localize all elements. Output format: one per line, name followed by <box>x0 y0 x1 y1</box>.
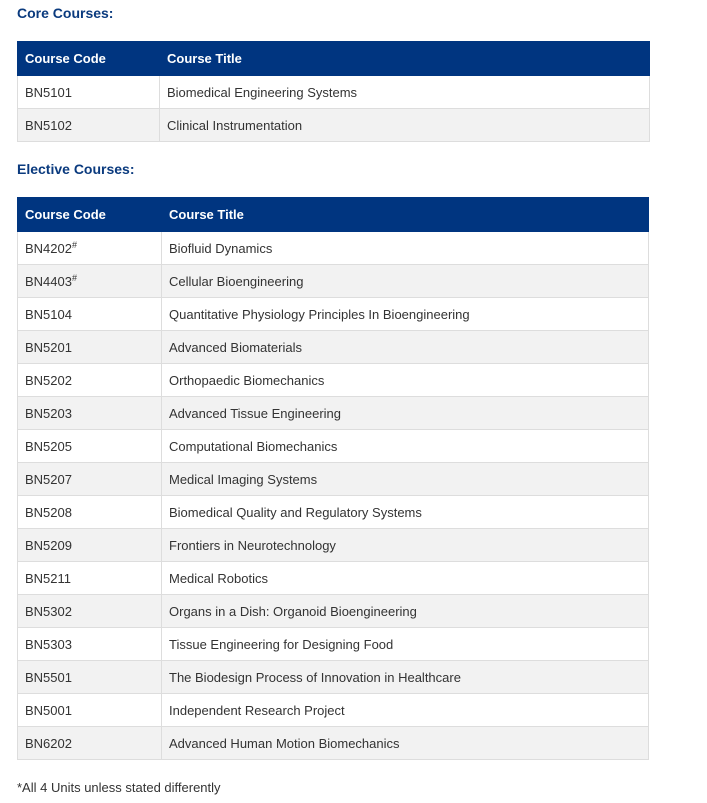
table-row <box>18 430 649 463</box>
course-code: BN5202 <box>25 372 72 388</box>
table-row <box>18 562 649 595</box>
course-code: BN5208 <box>25 504 72 520</box>
course-title: Tissue Engineering for Designing Food <box>162 628 649 661</box>
course-title: Biomedical Quality and Regulatory Systems <box>162 496 649 529</box>
table-row <box>18 496 649 529</box>
course-code-cell <box>18 661 162 694</box>
course-code: BN5207 <box>25 471 72 487</box>
course-title: Advanced Tissue Engineering <box>162 397 649 430</box>
table-row <box>18 298 649 331</box>
units-footnote: *All 4 Units unless stated differently <box>17 780 221 795</box>
course-title: The Biodesign Process of Innovation in Healthcare <box>162 661 649 694</box>
course-code: BN5303 <box>25 636 72 652</box>
core-courses-heading: Core Courses: <box>17 5 114 21</box>
elective-courses-heading: Elective Courses: <box>17 161 135 177</box>
elective-courses-table <box>17 197 649 760</box>
course-code-cell <box>18 694 162 727</box>
table-row <box>18 364 649 397</box>
course-title: Computational Biomechanics <box>162 430 649 463</box>
table-header-row <box>18 42 650 76</box>
table-row <box>18 529 649 562</box>
table-row <box>18 463 649 496</box>
course-code-cell <box>18 331 162 364</box>
course-code-cell <box>18 496 162 529</box>
course-code: BN5101 <box>25 84 72 100</box>
table-row <box>18 661 649 694</box>
course-code: BN5102 <box>25 117 72 133</box>
course-code-cell <box>18 595 162 628</box>
course-code: BN5203 <box>25 405 72 421</box>
course-code: BN4202 <box>25 240 72 256</box>
course-title: Orthopaedic Biomechanics <box>162 364 649 397</box>
course-code: BN5001 <box>25 702 72 718</box>
core-courses-table <box>17 41 650 142</box>
table-row <box>18 397 649 430</box>
course-code-cell <box>18 76 160 109</box>
footnote-marker: # <box>71 239 77 250</box>
column-header-title: Course Title <box>162 198 649 232</box>
course-code: BN5201 <box>25 339 72 355</box>
course-code-cell <box>18 562 162 595</box>
course-code: BN4403 <box>25 273 72 289</box>
course-code: BN5302 <box>25 603 72 619</box>
course-code: BN5211 <box>25 570 72 586</box>
table-row <box>18 232 649 265</box>
table-row <box>18 265 649 298</box>
course-title: Biomedical Engineering Systems <box>160 76 650 109</box>
course-code: BN5209 <box>25 537 72 553</box>
course-code: BN6202 <box>25 735 72 751</box>
course-code-cell <box>18 628 162 661</box>
course-title: Frontiers in Neurotechnology <box>162 529 649 562</box>
course-title: Advanced Human Motion Biomechanics <box>162 727 649 760</box>
footnote-marker: # <box>71 272 77 283</box>
course-title: Clinical Instrumentation <box>160 109 650 142</box>
table-header-row <box>18 198 649 232</box>
course-code-cell <box>18 265 162 298</box>
course-title: Medical Robotics <box>162 562 649 595</box>
course-code-cell <box>18 298 162 331</box>
course-title: Independent Research Project <box>162 694 649 727</box>
column-header-code: Course Code <box>18 42 160 76</box>
course-code: BN5501 <box>25 669 72 685</box>
course-title: Biofluid Dynamics <box>162 232 649 265</box>
table-row <box>18 628 649 661</box>
course-code-cell <box>18 109 160 142</box>
course-code-cell <box>18 727 162 760</box>
table-row <box>18 694 649 727</box>
table-row <box>18 76 650 109</box>
table-row <box>18 727 649 760</box>
table-row <box>18 595 649 628</box>
course-title: Cellular Bioengineering <box>162 265 649 298</box>
course-code: BN5104 <box>25 306 72 322</box>
table-row <box>18 331 649 364</box>
course-code-cell <box>18 397 162 430</box>
course-code-cell <box>18 463 162 496</box>
course-title: Organs in a Dish: Organoid Bioengineering <box>162 595 649 628</box>
course-title: Medical Imaging Systems <box>162 463 649 496</box>
course-code: BN5205 <box>25 438 72 454</box>
column-header-title: Course Title <box>160 42 650 76</box>
course-title: Advanced Biomaterials <box>162 331 649 364</box>
course-code-cell <box>18 430 162 463</box>
column-header-code: Course Code <box>18 198 162 232</box>
course-code-cell <box>18 529 162 562</box>
table-row <box>18 109 650 142</box>
course-title: Quantitative Physiology Principles In Bioengineering <box>162 298 649 331</box>
course-code-cell <box>18 364 162 397</box>
course-code-cell <box>18 232 162 265</box>
